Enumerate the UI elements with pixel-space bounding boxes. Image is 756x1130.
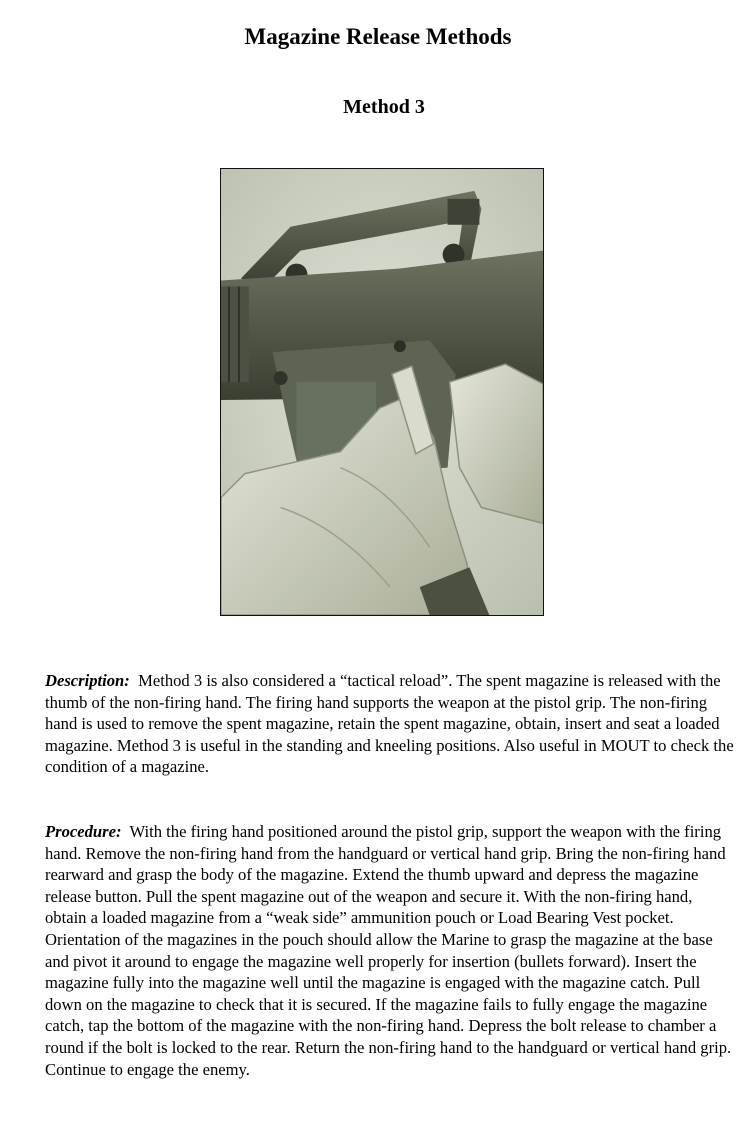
description-paragraph — [45, 670, 735, 778]
description-text: Method 3 is also considered a “tactical reload”. The spent magazine is released with the thumb of the non-firing hand. The firing hand supports the weapon at the pistol grip. The non-firing hand is used to remove the spent magazine, retain the spent magazine, obtain, insert and seat a loaded magazine. Method 3 is useful in the standing and kneeling positions. Also useful in MOUT to check the condition of a magazine. — [45, 671, 734, 777]
procedure-text: With the firing hand positioned around the pistol grip, support the weapon with the firing hand. Remove the non-firing hand from the handguard or vertical hand grip. Bring the non-firing hand rearward and grasp the body of the magazine. Extend the thumb upward and depress the magazine release button. Pull the spent magazine out of the weapon and secure it. With the non-firing hand, obtain a loaded magazine from a “weak side” ammunition pouch or Load Bearing Vest pocket. Orientation of the magazines in the pouch should allow the Marine to grasp the magazine at the base and pivot it around to engage the magazine well properly for insertion (bullets forward). Insert the magazine fully into the magazine well until the magazine is engaged with the magazine catch. Pull down on the magazine to check that it is secured. If the magazine fails to fully engage the magazine catch, tap the bottom of the magazine with the non-firing hand. Depress the bolt release to chamber a round if the bolt is locked to the rear. Return the non-firing hand to the handguard or vertical hand grip. Continue to engage the enemy. — [45, 822, 732, 1079]
page-title: Magazine Release Methods — [244, 24, 512, 49]
rifle-magazine-release-photo — [220, 168, 544, 616]
procedure-paragraph — [45, 821, 735, 1080]
procedure-label: Procedure: — [45, 822, 122, 841]
photo-illustration — [221, 169, 543, 615]
description-label: Description: — [45, 671, 130, 690]
method-subtitle: Method 3 — [343, 96, 425, 118]
